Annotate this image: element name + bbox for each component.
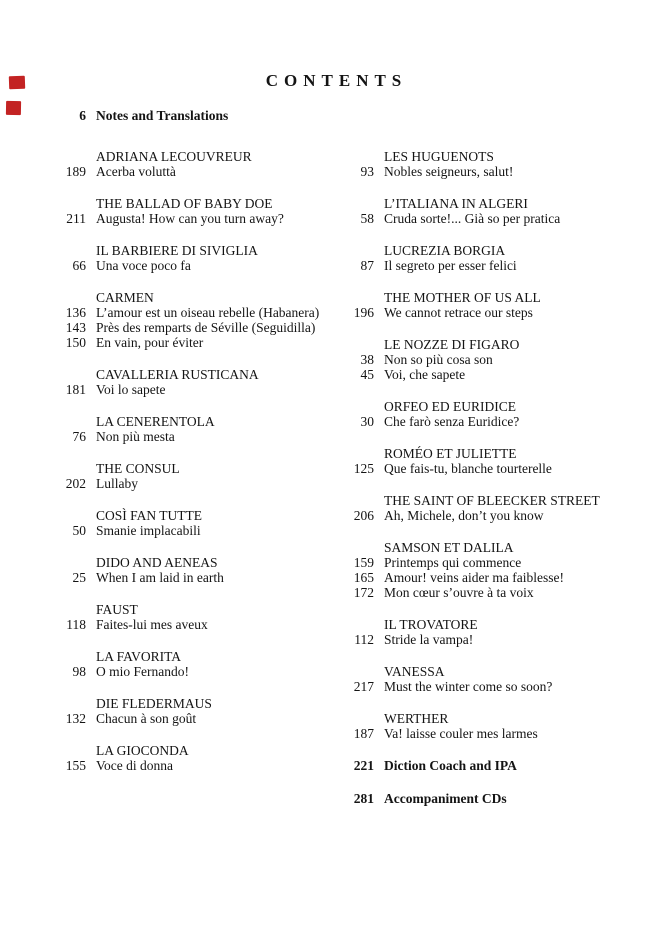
opera-title: LES HUGUENOTS	[384, 149, 494, 164]
empty-number-cell	[52, 243, 96, 258]
aria-row	[52, 258, 340, 273]
contents-column-right-sections	[340, 149, 660, 741]
aria-page-number: 165	[353, 570, 374, 585]
aria-title: When I am laid in earth	[96, 570, 224, 585]
aria-page-number: 217	[353, 679, 374, 694]
opera-title-row	[52, 367, 340, 382]
aria-page-number: 189	[65, 164, 86, 179]
aria-page-number: 87	[360, 258, 374, 273]
aria-row	[340, 414, 660, 429]
opera-title-row	[52, 243, 340, 258]
opera-section	[340, 149, 660, 179]
opera-title-row	[52, 649, 340, 664]
aria-row	[52, 305, 340, 320]
opera-section	[340, 711, 660, 741]
opera-section	[52, 414, 340, 444]
opera-title-row	[340, 617, 660, 632]
empty-number-cell	[52, 602, 96, 617]
empty-number-cell	[340, 617, 384, 632]
aria-title: Smanie implacabili	[96, 523, 201, 538]
opera-section	[52, 649, 340, 679]
aria-title: Chacun à son goût	[96, 711, 197, 726]
aria-page-number: 98	[72, 664, 86, 679]
opera-title-row	[340, 446, 660, 461]
empty-number-cell	[340, 399, 384, 414]
empty-number-cell	[52, 743, 96, 758]
aria-row	[340, 367, 660, 382]
aria-list	[52, 523, 340, 538]
aria-title: L’amour est un oiseau rebelle (Habanera)	[96, 305, 320, 320]
opera-title: CAVALLERIA RUSTICANA	[96, 367, 259, 382]
aria-page-number: 159	[353, 555, 374, 570]
aria-row	[52, 429, 340, 444]
opera-title-row	[52, 743, 340, 758]
notes-label: Notes and Translations	[96, 108, 229, 123]
aria-list	[340, 632, 660, 647]
aria-list	[340, 679, 660, 694]
aria-title: En vain, pour éviter	[96, 335, 204, 350]
aria-title: Voi, che sapete	[384, 367, 466, 382]
opera-title: WERTHER	[384, 711, 449, 726]
aria-row	[52, 758, 340, 773]
aria-row	[340, 555, 660, 570]
aria-row	[52, 164, 340, 179]
opera-title: VANESSA	[384, 664, 445, 679]
empty-number-cell	[52, 555, 96, 570]
opera-section	[52, 696, 340, 726]
aria-title: Près des remparts de Séville (Seguidilla)	[96, 320, 316, 335]
aria-list	[52, 164, 340, 179]
aria-row	[52, 335, 340, 350]
aria-row	[52, 382, 340, 397]
opera-section	[340, 493, 660, 523]
aria-list	[52, 476, 340, 491]
opera-section	[340, 399, 660, 429]
aria-list	[52, 429, 340, 444]
notes-and-translations-row	[0, 108, 667, 123]
opera-title: LA CENERENTOLA	[96, 414, 215, 429]
opera-title-row	[340, 290, 660, 305]
aria-page-number: 93	[360, 164, 374, 179]
opera-title-row	[52, 555, 340, 570]
opera-title-row	[340, 399, 660, 414]
aria-row	[340, 585, 660, 600]
opera-section	[52, 196, 340, 226]
aria-title: Va! laisse couler mes larmes	[384, 726, 538, 741]
aria-list	[340, 508, 660, 523]
opera-title: LA GIOCONDA	[96, 743, 189, 758]
empty-number-cell	[340, 664, 384, 679]
empty-number-cell	[340, 446, 384, 461]
aria-list	[340, 414, 660, 429]
footer-page-number: 281	[353, 791, 374, 806]
aria-list	[52, 382, 340, 397]
aria-row	[340, 211, 660, 226]
aria-list	[52, 570, 340, 585]
opera-section	[52, 555, 340, 585]
opera-title: ORFEO ED EURIDICE	[384, 399, 516, 414]
aria-title: O mio Fernando!	[96, 664, 189, 679]
aria-page-number: 132	[65, 711, 86, 726]
red-print-mark	[6, 101, 21, 115]
opera-title-row	[340, 149, 660, 164]
opera-section	[52, 461, 340, 491]
opera-title-row	[52, 149, 340, 164]
page-title: CONTENTS	[265, 71, 408, 90]
opera-section	[52, 290, 340, 350]
aria-list	[52, 211, 340, 226]
opera-section	[52, 149, 340, 179]
aria-row	[340, 352, 660, 367]
aria-list	[340, 305, 660, 320]
opera-title: DIE FLEDERMAUS	[96, 696, 212, 711]
footer-entry-row	[340, 758, 660, 773]
opera-title-row	[52, 414, 340, 429]
opera-title-row	[340, 337, 660, 352]
aria-row	[52, 664, 340, 679]
opera-title-row	[340, 711, 660, 726]
aria-title: Acerba voluttà	[96, 164, 176, 179]
opera-section	[340, 337, 660, 382]
aria-row	[52, 211, 340, 226]
aria-page-number: 45	[360, 367, 374, 382]
aria-page-number: 196	[353, 305, 374, 320]
opera-section	[52, 743, 340, 773]
opera-section	[52, 508, 340, 538]
aria-row	[340, 632, 660, 647]
opera-title: L’ITALIANA IN ALGERI	[384, 196, 528, 211]
opera-title: THE MOTHER OF US ALL	[384, 290, 541, 305]
aria-page-number: 136	[65, 305, 86, 320]
aria-row	[52, 711, 340, 726]
empty-number-cell	[52, 149, 96, 164]
aria-row	[52, 523, 340, 538]
aria-row	[340, 726, 660, 741]
opera-title-row	[340, 493, 660, 508]
aria-title: Voi lo sapete	[96, 382, 166, 397]
opera-section	[340, 243, 660, 273]
opera-section	[340, 446, 660, 476]
opera-title-row	[340, 540, 660, 555]
aria-row	[52, 570, 340, 585]
opera-title-row	[340, 664, 660, 679]
aria-page-number: 118	[66, 617, 86, 632]
opera-section	[52, 367, 340, 397]
aria-list	[340, 726, 660, 741]
opera-title: SAMSON ET DALILA	[384, 540, 514, 555]
opera-title: LE NOZZE DI FIGARO	[384, 337, 520, 352]
aria-title: We cannot retrace our steps	[384, 305, 533, 320]
aria-row	[52, 617, 340, 632]
aria-page-number: 211	[66, 211, 86, 226]
empty-number-cell	[340, 149, 384, 164]
aria-page-number: 202	[65, 476, 86, 491]
opera-title-row	[52, 696, 340, 711]
opera-title-row	[52, 290, 340, 305]
aria-row	[340, 508, 660, 523]
aria-page-number: 30	[360, 414, 374, 429]
empty-number-cell	[340, 493, 384, 508]
empty-number-cell	[340, 196, 384, 211]
footer-label: Diction Coach and IPA	[384, 758, 517, 773]
aria-row	[52, 320, 340, 335]
opera-title: IL BARBIERE DI SIVIGLIA	[96, 243, 258, 258]
aria-page-number: 187	[353, 726, 374, 741]
opera-title: THE SAINT OF BLEECKER STREET	[384, 493, 600, 508]
aria-title: Mon cœur s’ouvre à ta voix	[384, 585, 534, 600]
empty-number-cell	[340, 711, 384, 726]
opera-title: FAUST	[96, 602, 138, 617]
aria-row	[340, 461, 660, 476]
aria-row	[52, 476, 340, 491]
empty-number-cell	[52, 367, 96, 382]
aria-list	[52, 758, 340, 773]
aria-page-number: 112	[354, 632, 374, 647]
aria-row	[340, 164, 660, 179]
opera-title: DIDO AND AENEAS	[96, 555, 218, 570]
opera-title-row	[52, 508, 340, 523]
opera-section	[52, 243, 340, 273]
aria-list	[52, 617, 340, 632]
empty-number-cell	[52, 461, 96, 476]
aria-title: Il segreto per esser felici	[384, 258, 517, 273]
aria-page-number: 76	[72, 429, 86, 444]
opera-section	[340, 290, 660, 320]
opera-title-row	[340, 196, 660, 211]
opera-title: IL TROVATORE	[384, 617, 478, 632]
opera-section	[340, 664, 660, 694]
opera-section	[52, 602, 340, 632]
red-print-mark	[9, 76, 25, 90]
empty-number-cell	[52, 290, 96, 305]
aria-list	[340, 258, 660, 273]
opera-title-row	[52, 196, 340, 211]
opera-section	[340, 196, 660, 226]
aria-page-number: 66	[72, 258, 86, 273]
aria-list	[52, 305, 340, 350]
aria-page-number: 206	[353, 508, 374, 523]
aria-list	[340, 211, 660, 226]
empty-number-cell	[52, 696, 96, 711]
footer-entry-row	[340, 791, 660, 806]
contents-page	[0, 71, 667, 935]
aria-page-number: 38	[360, 352, 374, 367]
aria-list	[340, 555, 660, 600]
aria-list	[340, 164, 660, 179]
aria-title: Voce di donna	[96, 758, 173, 773]
contents-column-right	[340, 149, 660, 824]
aria-title: Augusta! How can you turn away?	[96, 211, 284, 226]
opera-title: COSÌ FAN TUTTE	[96, 508, 203, 523]
aria-page-number: 143	[65, 320, 86, 335]
aria-title: Ah, Michele, don’t you know	[384, 508, 544, 523]
opera-title: THE CONSUL	[96, 461, 180, 476]
opera-title: CARMEN	[96, 290, 154, 305]
opera-section	[340, 540, 660, 600]
opera-section	[340, 617, 660, 647]
aria-title: Non so più cosa son	[384, 352, 493, 367]
opera-title: THE BALLAD OF BABY DOE	[96, 196, 273, 211]
aria-page-number: 181	[65, 382, 86, 397]
opera-title-row	[52, 602, 340, 617]
opera-title-row	[340, 243, 660, 258]
aria-title: Stride la vampa!	[384, 632, 474, 647]
aria-page-number: 50	[72, 523, 86, 538]
empty-number-cell	[340, 290, 384, 305]
aria-title: Printemps qui commence	[384, 555, 522, 570]
opera-title: LA FAVORITA	[96, 649, 182, 664]
opera-title-row	[52, 461, 340, 476]
empty-number-cell	[340, 243, 384, 258]
aria-title: Nobles seigneurs, salut!	[384, 164, 514, 179]
aria-title: Must the winter come so soon?	[384, 679, 553, 694]
aria-title: Que fais-tu, blanche tourterelle	[384, 461, 552, 476]
aria-list	[52, 664, 340, 679]
aria-title: Una voce poco fa	[96, 258, 191, 273]
aria-list	[340, 352, 660, 382]
contents-column-left	[52, 149, 340, 824]
aria-page-number: 125	[353, 461, 374, 476]
aria-page-number: 155	[65, 758, 86, 773]
aria-title: Lullaby	[96, 476, 138, 491]
aria-row	[340, 305, 660, 320]
aria-row	[340, 679, 660, 694]
aria-list	[52, 711, 340, 726]
aria-title: Faites-lui mes aveux	[96, 617, 208, 632]
footer-label: Accompaniment CDs	[384, 791, 507, 806]
empty-number-cell	[52, 196, 96, 211]
opera-title: ROMÉO ET JULIETTE	[384, 446, 517, 461]
empty-number-cell	[340, 337, 384, 352]
aria-page-number: 150	[65, 335, 86, 350]
aria-row	[340, 258, 660, 273]
empty-number-cell	[52, 649, 96, 664]
notes-page-number: 6	[79, 108, 86, 123]
aria-title: Non più mesta	[96, 429, 175, 444]
aria-list	[52, 258, 340, 273]
empty-number-cell	[52, 508, 96, 523]
aria-title: Amour! veins aider ma faiblesse!	[384, 570, 564, 585]
aria-page-number: 58	[360, 211, 374, 226]
aria-page-number: 172	[353, 585, 374, 600]
aria-row	[340, 570, 660, 585]
aria-page-number: 25	[72, 570, 86, 585]
opera-title: LUCREZIA BORGIA	[384, 243, 506, 258]
aria-title: Che farò senza Euridice?	[384, 414, 520, 429]
aria-list	[340, 461, 660, 476]
footer-page-number: 221	[353, 758, 374, 773]
empty-number-cell	[52, 414, 96, 429]
opera-title: ADRIANA LECOUVREUR	[96, 149, 252, 164]
empty-number-cell	[340, 540, 384, 555]
aria-title: Cruda sorte!... Già so per pratica	[384, 211, 561, 226]
contents-columns	[0, 149, 667, 824]
footer-entries	[340, 758, 660, 806]
